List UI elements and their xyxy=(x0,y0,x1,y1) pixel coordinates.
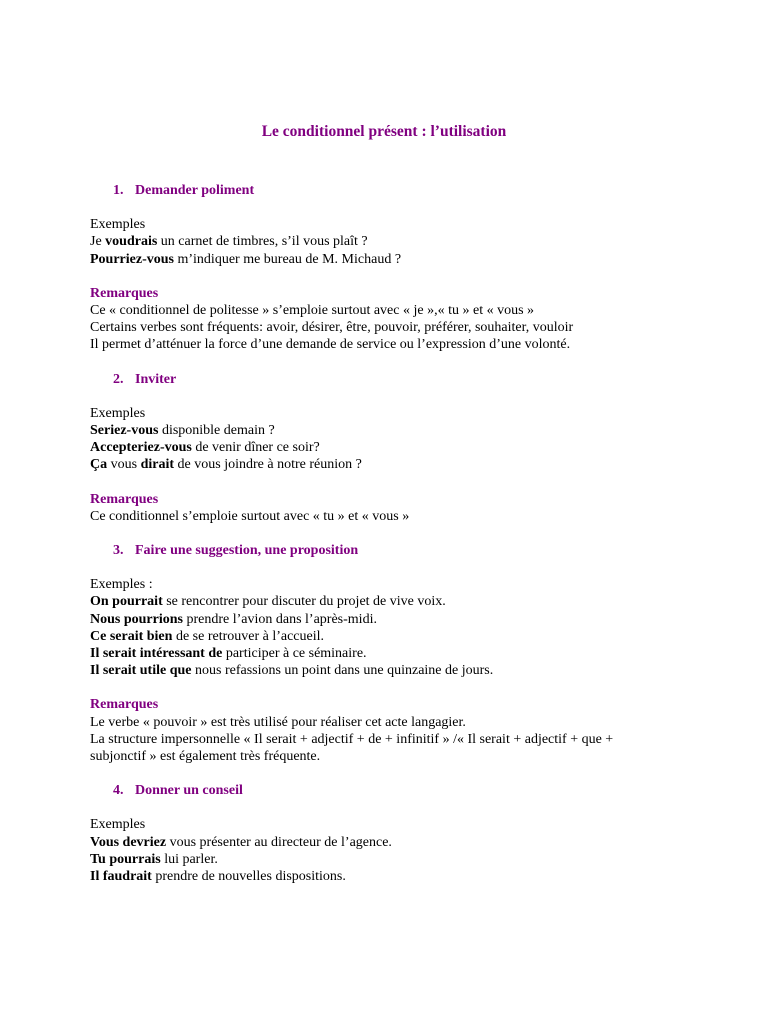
example-text: lui parler. xyxy=(160,851,218,867)
examples-block xyxy=(90,216,730,268)
document-body xyxy=(90,182,730,902)
example-text: de venir dîner ce soir? xyxy=(191,440,320,456)
example-text: prendre de nouvelles dispositions. xyxy=(151,869,346,885)
example-verb: dirait xyxy=(140,457,175,473)
example-verb: On pourrait xyxy=(90,594,163,610)
example-line xyxy=(90,251,730,268)
section-heading-text: Donner un conseil xyxy=(135,783,243,799)
example-line xyxy=(90,439,730,456)
section-heading xyxy=(90,542,730,559)
remark-line: Le verbe « pouvoir » est très utilisé pour réaliser cet acte langagier. xyxy=(90,714,466,730)
example-text: de se retrouver à l’accueil. xyxy=(172,628,325,644)
remarks-block xyxy=(90,285,730,354)
example-text: disponible demain ? xyxy=(158,423,275,439)
example-line xyxy=(90,233,730,250)
document-title: Le conditionnel présent : l’utilisation xyxy=(261,123,507,140)
examples-label: Exemples xyxy=(90,217,146,233)
section-3 xyxy=(90,542,730,765)
remark-line: Certains verbes sont fréquents: avoir, désirer, être, pouvoir, préférer, souhaiter, vouloir xyxy=(90,320,574,336)
remarks-label: Remarques xyxy=(90,285,159,301)
example-verb: Il serait intéressant de xyxy=(90,646,223,662)
examples-block xyxy=(90,405,730,474)
example-line xyxy=(90,645,730,662)
section-heading-text: Demander poliment xyxy=(135,183,255,198)
example-verb: Vous devriez xyxy=(90,834,167,850)
example-verb: Ça xyxy=(90,457,108,473)
example-text: Je xyxy=(90,234,106,250)
example-text: prendre l’avion dans l’après-midi. xyxy=(182,611,377,627)
section-number: 4. xyxy=(113,783,124,799)
section-2 xyxy=(90,371,730,525)
remarks-block xyxy=(90,696,730,765)
example-text: nous refassions un point dans une quinzaine de jours. xyxy=(191,663,494,679)
section-4 xyxy=(90,782,730,885)
section-heading xyxy=(90,371,730,388)
example-line xyxy=(90,868,730,885)
example-line xyxy=(90,662,730,679)
remark-line: Il permet d’atténuer la force d’une demande de service ou l’expression d’une volonté. xyxy=(90,337,571,353)
examples-label: Exemples xyxy=(90,817,146,833)
remark-line: subjonctif » est également très fréquente. xyxy=(90,749,321,765)
remarks-block xyxy=(90,491,730,525)
section-heading-text: Faire une suggestion, une proposition xyxy=(135,543,359,559)
example-text: se rencontrer pour discuter du projet de vive voix. xyxy=(162,594,446,610)
examples-label: Exemples : xyxy=(90,577,153,593)
example-verb: Nous pourrions xyxy=(90,611,183,627)
example-verb: Accepteriez-vous xyxy=(90,440,192,456)
example-line xyxy=(90,834,730,851)
remark-line: Ce « conditionnel de politesse » s’emploie surtout avec « je »,« tu » et « vous » xyxy=(90,303,535,319)
section-heading-text: Inviter xyxy=(135,371,177,387)
section-heading xyxy=(90,782,730,799)
example-verb: Il faudrait xyxy=(90,869,152,885)
example-line xyxy=(90,593,730,610)
remarks-label: Remarques xyxy=(90,697,159,713)
section-number: 3. xyxy=(113,543,124,559)
example-line xyxy=(90,851,730,868)
example-verb: Il serait utile que xyxy=(90,663,192,679)
examples-block xyxy=(90,576,730,679)
example-verb: Pourriez-vous xyxy=(90,251,174,267)
example-line xyxy=(90,422,730,439)
example-verb: Tu pourrais xyxy=(90,851,161,867)
example-line xyxy=(90,611,730,628)
remark-line: Ce conditionnel s’emploie surtout avec « tu » et « vous » xyxy=(90,508,410,524)
section-1 xyxy=(90,182,730,354)
section-number: 1. xyxy=(113,183,124,198)
examples-label: Exemples xyxy=(90,405,146,421)
example-text: m’indiquer me bureau de M. Michaud ? xyxy=(173,251,402,267)
example-text: vous présenter au directeur de l’agence. xyxy=(166,834,392,850)
section-heading xyxy=(90,182,730,199)
example-verb: voudrais xyxy=(105,234,158,250)
example-text: de vous joindre à notre réunion ? xyxy=(174,457,362,473)
examples-block xyxy=(90,816,730,885)
example-verb: Seriez-vous xyxy=(90,423,159,439)
example-line xyxy=(90,456,730,473)
remarks-label: Remarques xyxy=(90,491,159,507)
example-text: un carnet de timbres, s’il vous plaît ? xyxy=(157,234,368,250)
section-number: 2. xyxy=(113,371,124,387)
example-text: participer à ce séminaire. xyxy=(222,646,367,662)
example-verb: Ce serait bien xyxy=(90,628,173,644)
example-line xyxy=(90,628,730,645)
remark-line: La structure impersonnelle « Il serait + adjectif + de + infinitif » /« Il serait + adjectif + que + xyxy=(90,731,614,747)
example-text: vous xyxy=(107,457,141,473)
